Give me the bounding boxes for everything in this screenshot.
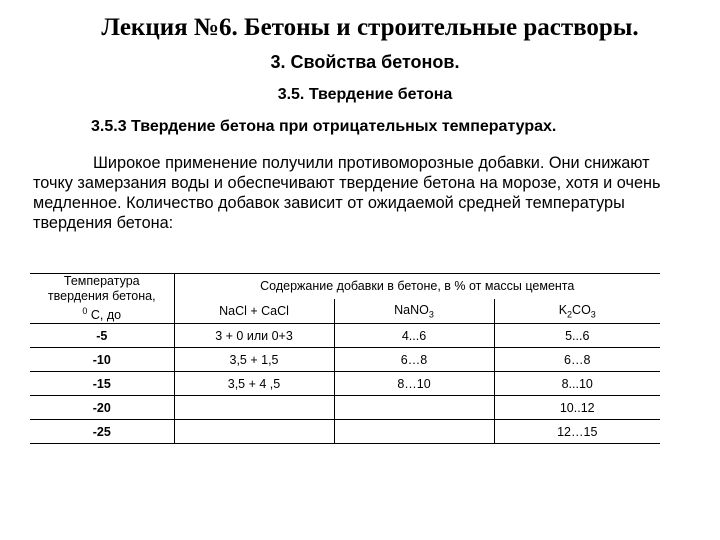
- content-header: Содержание добавки в бетоне, в % от массы цемента: [174, 274, 660, 299]
- table-header-row: [30, 274, 660, 299]
- temp-cell: -15: [30, 372, 174, 396]
- temp-cell: -5: [30, 324, 174, 348]
- table-row: [30, 348, 660, 372]
- value-cell: 6…8: [494, 348, 660, 372]
- value-cell: 6…8: [334, 348, 494, 372]
- value-cell: 8…10: [334, 372, 494, 396]
- value-cell: 4...6: [334, 324, 494, 348]
- col-header-k2co3: $K_2CO_3$: [494, 299, 660, 324]
- value-cell: 12…15: [494, 420, 660, 444]
- value-cell: 3 + 0 или 0+3: [174, 324, 334, 348]
- value-cell: 5...6: [494, 324, 660, 348]
- subsubsection-heading: 3.5.3 Твердение бетона при отрицательных температурах.: [91, 118, 557, 135]
- table-row: [30, 396, 660, 420]
- value-cell: [174, 420, 334, 444]
- col-header-nacl-cacl: NaCl + CaCl: [174, 299, 334, 324]
- additive-table: [30, 273, 660, 444]
- col-header-nano3: NaNO$_3$: [334, 299, 494, 324]
- value-cell: [334, 396, 494, 420]
- temperature-header: Температура твердения бетона, $^0$ С, до: [30, 274, 174, 324]
- value-cell: 3,5 + 1,5: [174, 348, 334, 372]
- table-row: [30, 420, 660, 444]
- temp-cell: -10: [30, 348, 174, 372]
- temp-cell: -25: [30, 420, 174, 444]
- value-cell: 8...10: [494, 372, 660, 396]
- section-heading: 3. Свойства бетонов.: [270, 52, 460, 72]
- temp-cell: -20: [30, 396, 174, 420]
- table-row: [30, 372, 660, 396]
- body-paragraph: Широкое применение получили противоморозные добавки. Они снижают точку замерзания воды и обеспечивают твердение бетона на морозе, хотя и очень медленное. Количество добавок зависит от ожидаемой средней температуры твердения бетона:: [33, 154, 661, 232]
- value-cell: 10..12: [494, 396, 660, 420]
- value-cell: [334, 420, 494, 444]
- value-cell: [174, 396, 334, 420]
- subsection-heading: 3.5. Твердение бетона: [277, 86, 453, 103]
- page-title: Лекция №6. Бетоны и строительные растворы.: [101, 14, 639, 41]
- value-cell: 3,5 + 4 ,5: [174, 372, 334, 396]
- table-row: [30, 324, 660, 348]
